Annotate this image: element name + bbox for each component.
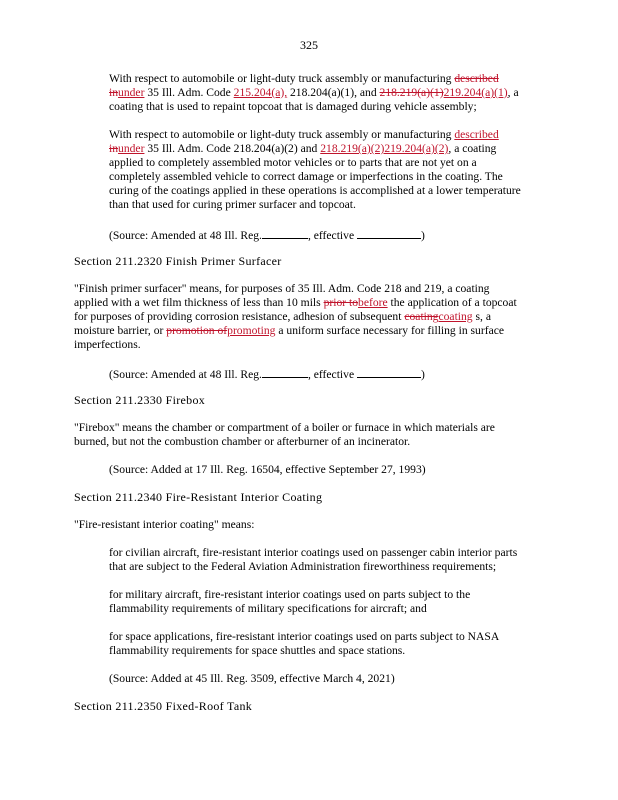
page-number: 325 xyxy=(300,38,318,52)
blank-line xyxy=(262,366,308,378)
definition-line: With respect to automobile or light-duty truck assembly or manufacturing described xyxy=(109,128,499,141)
source-note: (Source: Amended at 48 Ill. Reg. , effective ) xyxy=(109,229,425,242)
definition-line: curing of the coatings applied in these operations is accomplished at a lower temperature xyxy=(109,184,521,197)
list-item: for military aircraft, fire-resistant interior coatings used on parts subject to the xyxy=(109,588,471,601)
definition-line: moisture barrier, or promotion ofpromoting a uniform surface necessary for filling in surface xyxy=(74,324,505,337)
definition-line: applied with a wet film thickness of less than 10 mils prior tobefore the application of a topcoat xyxy=(74,296,517,309)
list-item: for civilian aircraft, fire-resistant interior coatings used on passenger cabin interior parts xyxy=(109,546,518,559)
inserted-text: 215.204(a), xyxy=(233,86,288,99)
definition-line: completely assembled vehicle to correct damage or imperfections in the coating. The xyxy=(109,170,503,183)
definition-line: "Fire-resistant interior coating" means: xyxy=(74,518,255,531)
definition-line: imperfections. xyxy=(74,338,141,351)
deleted-text: described xyxy=(454,72,499,85)
section-heading: Section 211.2340 Fire-Resistant Interior Coating xyxy=(74,490,323,504)
deleted-text: prior to xyxy=(323,296,359,309)
deleted-text: in xyxy=(109,86,119,99)
definition-line: applied to completely assembled motor vehicles or to parts that are not yet on a xyxy=(109,156,477,169)
section-heading: Section 211.2320 Finish Primer Surfacer xyxy=(74,254,282,268)
inserted-text: before xyxy=(358,296,388,309)
definition-line: for purposes of providing corrosion resistance, adhesion of subsequent coatingcoating s, a xyxy=(74,310,491,323)
inserted-text: promoting xyxy=(227,324,276,337)
blank-line xyxy=(357,366,421,378)
deleted-text: coating xyxy=(404,310,439,323)
source-note: (Source: Amended at 48 Ill. Reg. , effective ) xyxy=(109,368,425,381)
deleted-text: in xyxy=(109,142,119,155)
definition-line: coating that is used to repaint topcoat that is damaged during vehicle assembly; xyxy=(109,100,477,113)
inserted-text: coating xyxy=(438,310,473,323)
deleted-text: promotion of xyxy=(166,324,228,337)
list-item: for space applications, fire-resistant interior coatings used on parts subject to NASA xyxy=(109,630,500,643)
inserted-text: under xyxy=(118,86,145,99)
section-heading: Section 211.2350 Fixed-Roof Tank xyxy=(74,699,253,713)
list-item: that are subject to the Federal Aviation Administration fireworthiness requirements; xyxy=(109,560,497,573)
list-item: flammability requirements for space shuttles and space stations. xyxy=(109,644,406,657)
definition-line: inunder 35 Ill. Adm. Code 215.204(a), 218.204(a)(1), and 218.219(a)(1)219.204(a)(1), a xyxy=(109,86,519,99)
inserted-text: under xyxy=(118,142,145,155)
definition-line: burned, but not the combustion chamber or afterburner of an incinerator. xyxy=(74,435,411,448)
definition-line: than that used for curing primer surfacer and topcoat. xyxy=(109,198,356,211)
blank-line xyxy=(262,227,308,239)
deleted-text: 218.219(a)(1) xyxy=(379,86,444,99)
definition-line: inunder 35 Ill. Adm. Code 218.204(a)(2) and 218.219(a)(2)219.204(a)(2), a coating xyxy=(109,142,497,155)
definition-line: "Finish primer surfacer" means, for purposes of 35 Ill. Adm. Code 218 and 219, a coating xyxy=(74,282,490,295)
blank-line xyxy=(357,227,421,239)
definition-line: With respect to automobile or light-duty truck assembly or manufacturing described xyxy=(109,72,499,85)
inserted-text: described xyxy=(454,128,499,141)
inserted-text: 219.204(a)(1) xyxy=(443,86,508,99)
list-item: flammability requirements of military specifications for aircraft; and xyxy=(109,602,427,615)
inserted-text: 218.219(a)(2)219.204(a)(2) xyxy=(320,142,449,155)
source-note: (Source: Added at 17 Ill. Reg. 16504, effective September 27, 1993) xyxy=(109,463,426,476)
source-note: (Source: Added at 45 Ill. Reg. 3509, effective March 4, 2021) xyxy=(109,672,395,685)
section-heading: Section 211.2330 Firebox xyxy=(74,393,206,407)
definition-line: "Firebox" means the chamber or compartment of a boiler or furnace in which materials are xyxy=(74,421,495,434)
